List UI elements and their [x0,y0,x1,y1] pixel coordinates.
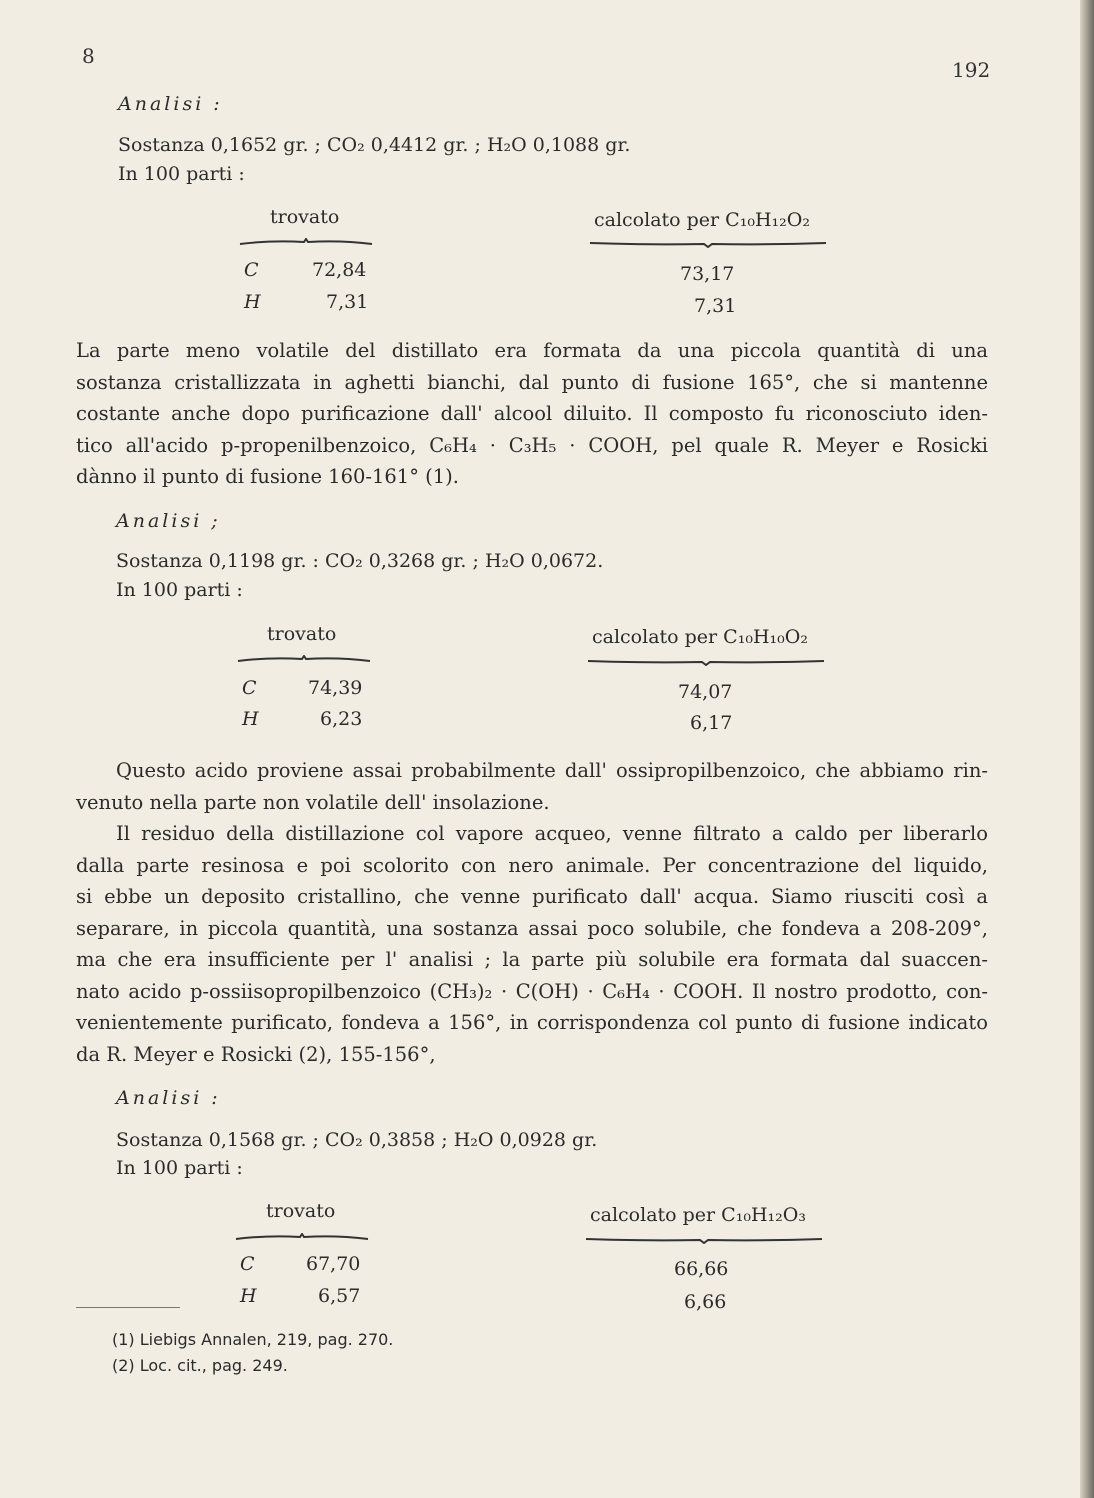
sostanza-line: Sostanza 0,1198 gr. : CO₂ 0,3268 gr. ; H₂O 0,0672. [116,550,604,572]
paragraph-line: sostanza cristallizzata in aghetti bianchi, dal punto di fusione 165°, che si mantenne [76,370,988,394]
row-element: H [240,1285,257,1307]
page-edge-shadow [1080,0,1094,1498]
paragraph-line: venuto nella parte non volatile dell' insolazione. [76,790,550,814]
calcolato-brace [586,658,826,664]
paragraph-line: dalla parte resinosa e poi scolorito con nero animale. Per concentrazione del liquido, [76,853,988,877]
analysis-heading: Analisi : [116,1087,221,1109]
paragraph-line: Il residuo della distillazione col vapore acqueo, venne filtrato a caldo per liberarlo [116,822,988,845]
calcolato-label: calcolato per C₁₀H₁₂O₂ [594,209,810,231]
trovato-label: trovato [270,206,340,228]
trovato-label: trovato [267,623,337,645]
paragraph-2 [76,755,988,818]
paragraph-line: da R. Meyer e Rosicki (2), 155-156°, [76,1042,436,1066]
sostanza-line: Sostanza 0,1568 gr. ; CO₂ 0,3858 ; H₂O 0,0928 gr. [116,1129,598,1151]
row-trovato: 7,31 [326,291,369,313]
footnote: (1) Liebigs Annalen, 219, pag. 270. [112,1330,394,1349]
row-trovato: 67,70 [306,1253,361,1275]
row-element: H [242,708,259,730]
paragraph-line: dànno il punto di fusione 160-161° (1). [76,465,459,488]
calcolato-label: calcolato per C₁₀H₁₀O₂ [592,626,808,648]
row-calcolato: 6,17 [690,712,733,734]
paragraph-line: venientemente purificato, fondeva a 156°, in corrispondenza col punto di fusione indicato [76,1011,988,1034]
trovato-brace [238,238,374,244]
calcolato-label: calcolato per C₁₀H₁₂O₃ [590,1204,806,1226]
row-trovato: 6,57 [318,1285,361,1307]
row-element: C [242,677,257,699]
sostanza-line: Sostanza 0,1652 gr. ; CO₂ 0,4412 gr. ; H₂O 0,1088 gr. [118,134,631,156]
in-100-parti: In 100 parti : [116,1157,243,1179]
trovato-label: trovato [266,1200,336,1222]
row-trovato: 6,23 [320,708,363,730]
calcolato-brace [588,240,828,246]
paragraph-line: Questo acido proviene assai probabilmente dall' ossipropilbenzoico, che abbiamo rin- [116,759,988,782]
paragraph-line: tico all'acido p-propenilbenzoico, C₆H₄ · C₃H₅ · COOH, pel quale R. Meyer e Rosicki [76,433,988,457]
row-calcolato: 66,66 [674,1258,729,1280]
page-number-left: 8 [82,44,95,68]
row-trovato: 74,39 [308,677,363,699]
paragraph-line: La parte meno volatile del distillato era formata da una piccola quantità di una [76,339,988,362]
analysis-heading: Analisi ; [116,510,221,532]
paragraph-line: nato acido p-ossiisopropilbenzoico (CH₃)₂ · C(OH) · C₆H₄ · COOH. Il nostro prodotto, con- [76,979,988,1003]
row-calcolato: 74,07 [678,681,733,703]
row-element: H [244,291,261,313]
calcolato-brace [584,1236,824,1242]
row-element: C [244,259,259,281]
footnote-rule [76,1307,180,1308]
row-calcolato: 73,17 [680,263,735,285]
footnote: (2) Loc. cit., pag. 249. [112,1356,288,1375]
paragraph-line: costante anche dopo purificazione dall' alcool diluito. Il composto fu riconosciuto iden- [76,402,988,425]
paragraph-line: si ebbe un deposito cristallino, che venne purificato dall' acqua. Siamo riusciti così a [76,885,988,908]
paragraph-1 [76,335,988,493]
paragraph-line: ma che era insufficiente per l' analisi ; la parte più solubile era formata dal suaccen- [76,948,988,971]
row-calcolato: 7,31 [694,295,737,317]
paragraph-line: separare, in piccola quantità, una sostanza assai poco solubile, che fondeva a 208-209°, [76,916,988,940]
row-element: C [240,1253,255,1275]
row-trovato: 72,84 [312,259,367,281]
in-100-parti: In 100 parti : [118,163,245,185]
row-calcolato: 6,66 [684,1291,727,1313]
trovato-brace [234,1233,370,1239]
page-number-right: 192 [952,58,991,82]
in-100-parti: In 100 parti : [116,579,243,601]
paragraph-3 [76,818,988,1070]
trovato-brace [236,655,372,661]
analysis-heading: Analisi : [118,93,223,115]
